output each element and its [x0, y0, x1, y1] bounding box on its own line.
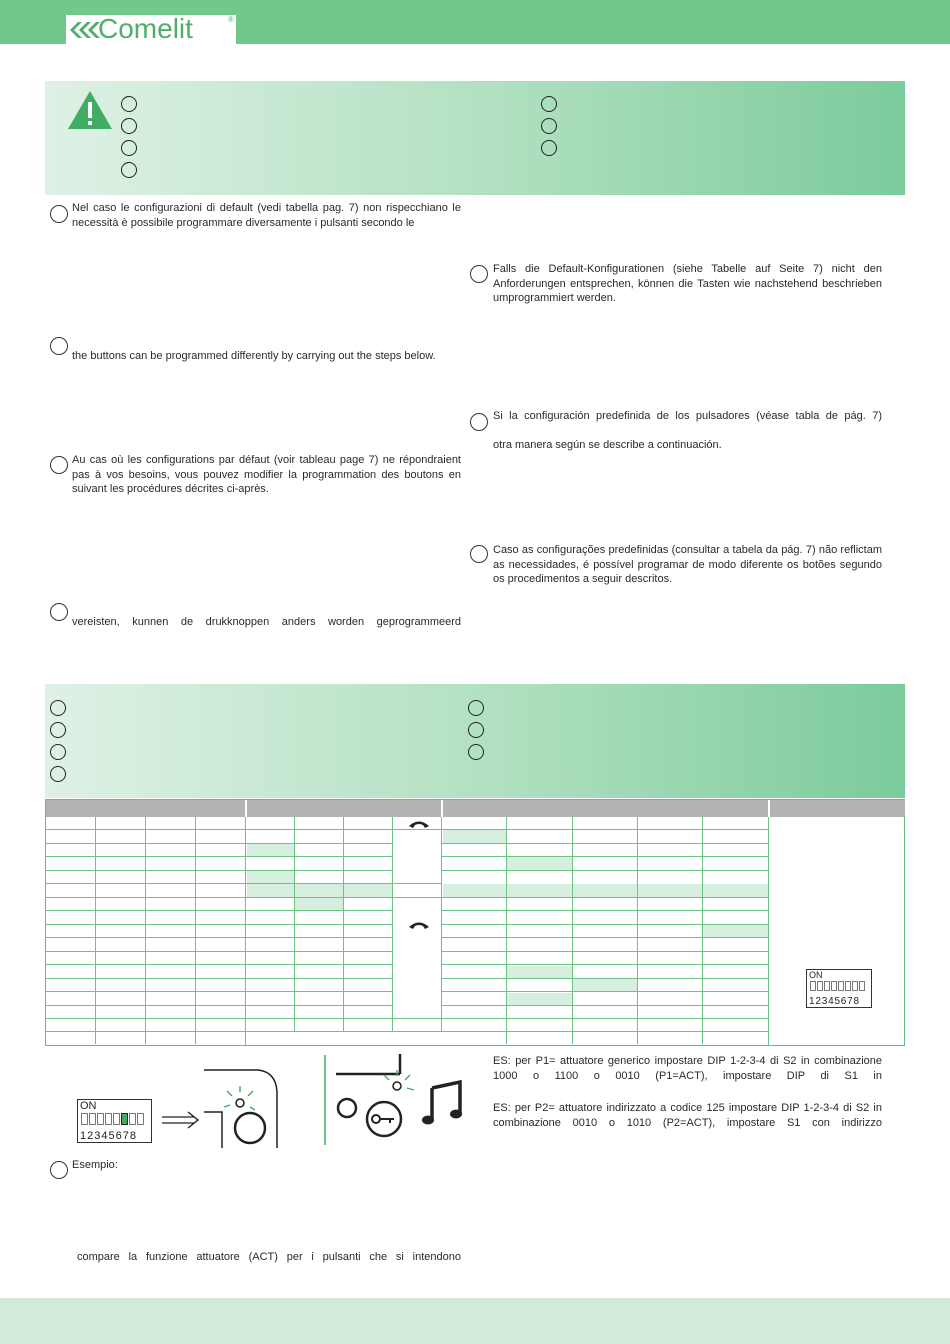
table-grid-line	[572, 817, 573, 1044]
dip-switch	[81, 1113, 88, 1125]
dip-switch-diagram	[806, 969, 872, 1008]
dip-switch	[852, 981, 858, 991]
programming-banner	[45, 684, 905, 798]
table-grid-line	[702, 817, 703, 1044]
table-grid-line	[46, 897, 441, 898]
dip-switch	[838, 981, 844, 991]
lang-marker-it	[50, 1161, 68, 1179]
paragraph-es-2: otra manera según se describe a continuación.	[493, 439, 722, 451]
table-grid-line	[46, 924, 393, 925]
paragraph-nl: vereisten, kunnen de drukknoppen anders worden geprogrammeerd	[72, 616, 461, 628]
table-cell-highlight	[507, 857, 572, 870]
lang-marker	[121, 118, 137, 134]
table-grid-line	[46, 1018, 768, 1019]
table-grid-line	[442, 910, 768, 911]
table-grid-line	[95, 817, 96, 1044]
lang-marker	[121, 96, 137, 112]
dip-switch	[89, 1113, 96, 1125]
dip-numbers: 12345678	[809, 996, 860, 1007]
esempio-label: Esempio:	[72, 1159, 118, 1171]
dip-switch	[113, 1113, 120, 1125]
handset-icon	[408, 920, 430, 930]
logo-text: Comelit	[98, 13, 193, 44]
footer-bar	[0, 1298, 950, 1344]
table-grid-line	[46, 910, 393, 911]
lang-marker	[468, 700, 484, 716]
table-grid-line	[245, 817, 246, 1046]
lang-marker-fr	[50, 456, 68, 474]
dip-switch	[810, 981, 816, 991]
table-grid-line	[506, 817, 507, 1044]
configuration-table	[45, 799, 905, 1046]
table-grid-line	[46, 951, 393, 952]
table-grid-line	[46, 1031, 768, 1032]
lang-marker	[50, 722, 66, 738]
example-p1: ES: per P1= attuatore generico impostare DIP 1-2-3-4 di S2 in combinazione 1000 o 1100 o 0010 (P1=ACT), impostare DIP di S1 in	[493, 1055, 882, 1082]
panel-diagram	[332, 1052, 472, 1142]
dip-switch	[845, 981, 851, 991]
lang-marker	[541, 96, 557, 112]
table-cell-highlight	[443, 830, 506, 843]
table-grid-line	[442, 964, 768, 965]
table-header-cell	[247, 800, 441, 817]
table-grid-line	[442, 897, 768, 898]
table-grid-line	[46, 978, 393, 979]
table-grid-line	[46, 883, 441, 884]
table-grid-line	[442, 1005, 768, 1006]
dip-switch-example	[77, 1099, 152, 1143]
key-icon	[372, 1115, 394, 1123]
table-grid-line	[442, 924, 768, 925]
lang-marker-nl	[50, 603, 68, 621]
dip-switch	[824, 981, 830, 991]
table-header-cell	[443, 800, 768, 817]
dip-switch	[105, 1113, 112, 1125]
table-grid-line	[442, 937, 768, 938]
table-grid-line	[46, 870, 393, 871]
table-grid-line	[637, 817, 638, 1044]
lang-marker-it	[50, 205, 68, 223]
dip-switch	[831, 981, 837, 991]
bottom-text: compare la funzione attuatore (ACT) per i pulsanti che si intendono	[77, 1251, 461, 1263]
table-grid-line	[46, 829, 768, 830]
warning-triangle-icon	[67, 90, 113, 130]
lang-marker-en	[50, 337, 68, 355]
table-header-cell	[46, 800, 245, 817]
table-grid-line	[46, 843, 393, 844]
table-grid-line	[46, 937, 393, 938]
lang-marker	[121, 162, 137, 178]
comelit-logo	[66, 15, 236, 44]
lang-marker	[50, 766, 66, 782]
table-grid-line	[46, 856, 393, 857]
lang-marker	[50, 744, 66, 760]
paragraph-en: the buttons can be programmed differently by carrying out the steps below.	[72, 350, 436, 362]
table-grid-line	[195, 817, 196, 1044]
lang-marker	[541, 140, 557, 156]
dip-numbers: 12345678	[80, 1130, 137, 1142]
dip-switch	[859, 981, 865, 991]
dip-switch-active	[121, 1113, 128, 1125]
music-note-icon	[422, 1082, 462, 1125]
table-grid-line	[46, 964, 393, 965]
dip-switch	[137, 1113, 144, 1125]
diagram-divider	[324, 1055, 326, 1145]
table-grid-line	[442, 991, 768, 992]
dip-switch	[97, 1113, 104, 1125]
dip-switch	[129, 1113, 136, 1125]
table-grid-line	[442, 951, 768, 952]
logo-registered: ®	[228, 15, 234, 24]
table-grid-line	[46, 1005, 393, 1006]
table-grid-line	[442, 843, 768, 844]
example-p2: ES: per P2= attuatore indirizzato a codice 125 impostare DIP 1-2-3-4 di S2 in combinazione 0010 o 1010 (P2=ACT), impostare S1 con indirizzo	[493, 1102, 882, 1129]
paragraph-pt: Caso as configurações predefinidas (consultar a tabela da pág. 7) não reflictam as necessidades, é possível programar de modo diferente os botões segundo os procedimentos a seguir descritos.	[493, 544, 882, 585]
lang-marker	[541, 118, 557, 134]
dip-switch	[817, 981, 823, 991]
table-grid-line	[46, 991, 393, 992]
lang-marker-es	[470, 413, 488, 431]
table-header-cell	[770, 800, 905, 817]
warning-banner	[45, 81, 905, 195]
table-grid-line	[145, 817, 146, 1044]
double-arrow-right-icon	[160, 1110, 202, 1130]
lang-marker-pt	[470, 545, 488, 563]
table-cell-highlight	[443, 884, 768, 897]
table-grid-line	[768, 817, 769, 1046]
paragraph-fr: Au cas où les configurations par défaut (voir tableau page 7) ne répondraient pas à vos besoins, vous pouvez modifier la programmation des boutons en suivant les procédures décrites ci-après.	[72, 454, 461, 495]
table-cell-highlight	[247, 884, 393, 897]
table-grid-line	[442, 856, 768, 857]
lang-marker	[50, 700, 66, 716]
button-led-diagram	[200, 1062, 280, 1148]
lang-marker-de	[470, 265, 488, 283]
table-grid-line	[442, 978, 768, 979]
dip-on-label: ON	[809, 970, 823, 980]
paragraph-es-1: Si la configuración predefinida de los pulsadores (véase tabla de pág. 7)	[493, 410, 882, 422]
comelit-mark-icon	[70, 19, 100, 41]
dip-on-label: ON	[80, 1100, 97, 1112]
table-grid-line	[442, 870, 768, 871]
paragraph-de: Falls die Default-Konfigurationen (siehe Tabelle auf Seite 7) nicht den Anforderungen entsprechen, können die Tasten wie nachstehend beschrieben umprogrammiert werden.	[493, 263, 882, 304]
lang-marker	[468, 722, 484, 738]
lang-marker	[468, 744, 484, 760]
handset-icon	[408, 819, 430, 829]
lang-marker	[121, 140, 137, 156]
paragraph-it: Nel caso le configurazioni di default (vedi tabella pag. 7) non rispecchiano le necessità è possibile programmare diversamente i pulsanti secondo le	[72, 202, 461, 229]
